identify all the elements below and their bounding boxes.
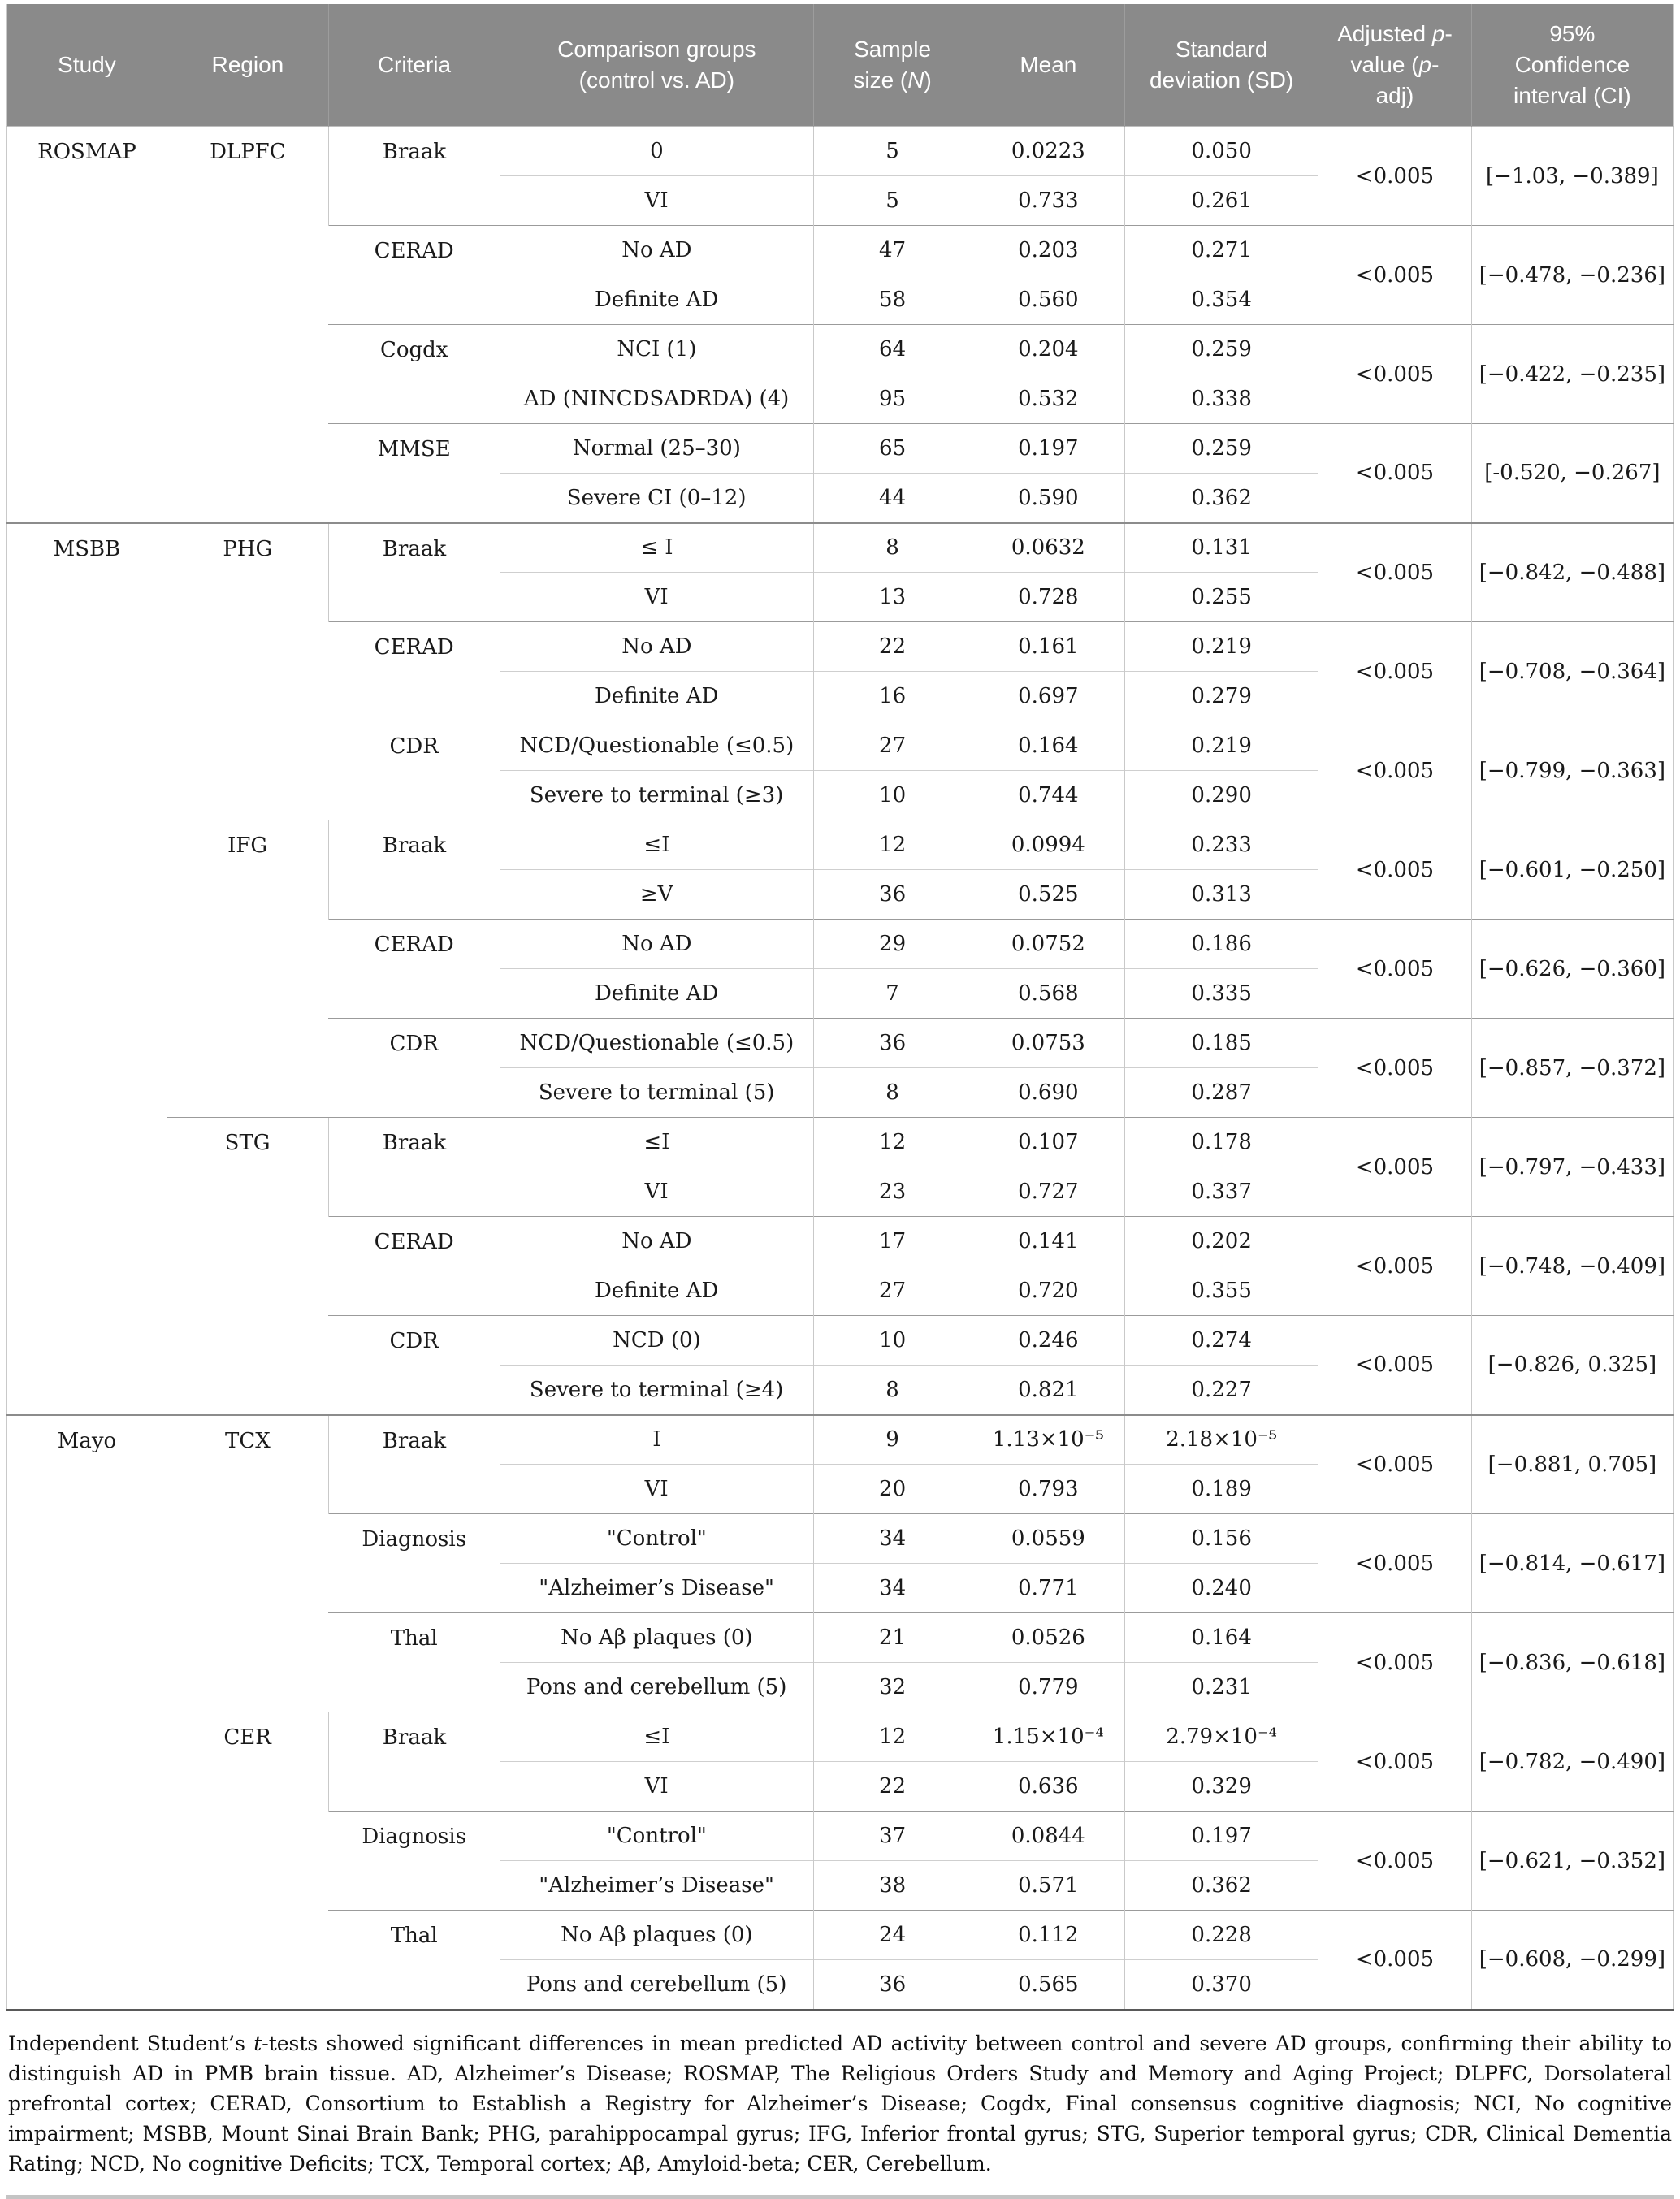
mean-cell: 0.720 — [972, 1266, 1125, 1316]
comparison-group-cell: "Alzheimer’s Disease" — [500, 1861, 814, 1911]
p-value-cell: <0.005 — [1318, 1415, 1472, 1514]
p-value-cell: <0.005 — [1318, 1613, 1472, 1712]
sample-size-cell: 37 — [813, 1812, 972, 1861]
comparison-group-cell: Pons and cerebellum (5) — [500, 1663, 814, 1712]
comparison-group-cell: NCD/Questionable (≤0.5) — [500, 1019, 814, 1068]
col-header-study: Study — [7, 4, 167, 127]
mean-cell: 0.690 — [972, 1068, 1125, 1118]
p-value-cell: <0.005 — [1318, 127, 1472, 226]
comparison-group-cell: ≤I — [500, 1118, 814, 1167]
criteria-cell: Braak — [328, 820, 500, 920]
p-value-cell: <0.005 — [1318, 1911, 1472, 2010]
sample-size-cell: 12 — [813, 1712, 972, 1762]
sd-cell: 0.228 — [1125, 1911, 1318, 1960]
sample-size-cell: 27 — [813, 1266, 972, 1316]
sample-size-cell: 95 — [813, 374, 972, 424]
ci-cell: [−0.797, −0.433] — [1471, 1118, 1673, 1217]
sample-size-cell: 47 — [813, 226, 972, 275]
criteria-cell: CDR — [328, 1316, 500, 1415]
sd-cell: 0.271 — [1125, 226, 1318, 275]
sample-size-cell: 65 — [813, 424, 972, 474]
sd-cell: 0.313 — [1125, 870, 1318, 920]
comparison-group-cell: AD (NINCDSADRDA) (4) — [500, 374, 814, 424]
sd-cell: 0.355 — [1125, 1266, 1318, 1316]
sample-size-cell: 23 — [813, 1167, 972, 1217]
ci-cell: [-0.520, −0.267] — [1471, 424, 1673, 523]
sample-size-cell: 36 — [813, 870, 972, 920]
sample-size-cell: 29 — [813, 920, 972, 969]
col-header-ci: 95% Confidence interval (CI) — [1471, 4, 1673, 127]
p-value-cell: <0.005 — [1318, 920, 1472, 1019]
comparison-group-cell: Definite AD — [500, 969, 814, 1019]
table-body — [7, 127, 1674, 2010]
sd-cell: 0.185 — [1125, 1019, 1318, 1068]
sd-cell: 0.329 — [1125, 1762, 1318, 1812]
ci-cell: [−0.799, −0.363] — [1471, 721, 1673, 820]
criteria-cell: CDR — [328, 1019, 500, 1118]
study-cell: MSBB — [7, 523, 167, 1415]
sample-size-cell: 34 — [813, 1514, 972, 1564]
mean-cell: 0.532 — [972, 374, 1125, 424]
padj-label-part: -value ( — [1350, 21, 1453, 77]
study-cell: Mayo — [7, 1415, 167, 2010]
sample-size-cell: 38 — [813, 1861, 972, 1911]
sample-size-cell: 12 — [813, 820, 972, 870]
criteria-cell: Braak — [328, 523, 500, 622]
mean-cell: 0.203 — [972, 226, 1125, 275]
sd-cell: 0.164 — [1125, 1613, 1318, 1663]
comparison-group-cell: ≥V — [500, 870, 814, 920]
sample-size-label-prefix: Sample size ( — [853, 37, 932, 93]
ci-cell: [−0.608, −0.299] — [1471, 1911, 1673, 2010]
mean-cell: 0.161 — [972, 622, 1125, 672]
p-value-cell: <0.005 — [1318, 523, 1472, 622]
comparison-group-cell: VI — [500, 1167, 814, 1217]
padj-label-part: -adj) — [1375, 52, 1440, 108]
sample-size-cell: 22 — [813, 622, 972, 672]
p-value-cell: <0.005 — [1318, 1316, 1472, 1415]
mean-cell: 0.204 — [972, 325, 1125, 374]
sample-size-cell: 16 — [813, 672, 972, 721]
criteria-cell: Thal — [328, 1613, 500, 1712]
sd-cell: 0.197 — [1125, 1812, 1318, 1861]
criteria-cell: Braak — [328, 1415, 500, 1514]
criteria-cell: Cogdx — [328, 325, 500, 424]
comparison-group-cell: I — [500, 1415, 814, 1465]
p-value-cell: <0.005 — [1318, 325, 1472, 424]
sd-cell: 0.178 — [1125, 1118, 1318, 1167]
ci-cell: [−0.836, −0.618] — [1471, 1613, 1673, 1712]
sample-size-cell: 36 — [813, 1960, 972, 2010]
p-value-cell: <0.005 — [1318, 1217, 1472, 1316]
sd-cell: 2.18×10⁻⁵ — [1125, 1415, 1318, 1465]
sample-size-cell: 9 — [813, 1415, 972, 1465]
sd-cell: 0.290 — [1125, 771, 1318, 820]
mean-cell: 0.0994 — [972, 820, 1125, 870]
criteria-cell: CERAD — [328, 1217, 500, 1316]
comparison-group-cell: VI — [500, 573, 814, 622]
sample-size-cell: 7 — [813, 969, 972, 1019]
criteria-cell: Thal — [328, 1911, 500, 2010]
region-cell: IFG — [167, 820, 328, 1118]
comparison-group-cell: VI — [500, 1465, 814, 1514]
results-table — [6, 4, 1674, 2011]
ci-cell: [−0.842, −0.488] — [1471, 523, 1673, 622]
comparison-group-cell: NCD (0) — [500, 1316, 814, 1366]
comparison-group-cell: No AD — [500, 920, 814, 969]
comparison-group-cell: Pons and cerebellum (5) — [500, 1960, 814, 2010]
region-cell: PHG — [167, 523, 328, 820]
mean-cell: 0.0753 — [972, 1019, 1125, 1068]
sample-size-cell: 27 — [813, 721, 972, 771]
comparison-group-cell: Severe to terminal (≥4) — [500, 1366, 814, 1415]
sd-cell: 0.362 — [1125, 474, 1318, 523]
ci-cell: [−1.03, −0.389] — [1471, 127, 1673, 226]
col-header-comparison-groups: Comparison groups (control vs. AD) — [500, 4, 814, 127]
study-cell: ROSMAP — [7, 127, 167, 523]
sample-size-cell: 8 — [813, 1068, 972, 1118]
comparison-group-cell: ≤I — [500, 1712, 814, 1762]
sample-size-cell: 34 — [813, 1564, 972, 1613]
sd-cell: 0.354 — [1125, 275, 1318, 325]
p-value-cell: <0.005 — [1318, 424, 1472, 523]
mean-cell: 0.141 — [972, 1217, 1125, 1266]
sd-cell: 0.219 — [1125, 622, 1318, 672]
table-row — [7, 523, 1674, 573]
mean-cell: 0.727 — [972, 1167, 1125, 1217]
comparison-group-cell: Normal (25–30) — [500, 424, 814, 474]
mean-cell: 0.697 — [972, 672, 1125, 721]
region-cell: DLPFC — [167, 127, 328, 523]
mean-cell: 0.590 — [972, 474, 1125, 523]
mean-cell: 0.197 — [972, 424, 1125, 474]
comparison-group-cell: "Alzheimer’s Disease" — [500, 1564, 814, 1613]
ci-cell: [−0.782, −0.490] — [1471, 1712, 1673, 1812]
mean-cell: 0.0526 — [972, 1613, 1125, 1663]
mean-cell: 0.0844 — [972, 1812, 1125, 1861]
sd-cell: 0.186 — [1125, 920, 1318, 969]
criteria-cell: Diagnosis — [328, 1514, 500, 1613]
sample-size-cell: 32 — [813, 1663, 972, 1712]
sd-cell: 0.131 — [1125, 523, 1318, 573]
comparison-group-cell: ≤ I — [500, 523, 814, 573]
sample-size-label-suffix: ) — [924, 67, 932, 93]
mean-cell: 0.560 — [972, 275, 1125, 325]
criteria-cell: CERAD — [328, 622, 500, 721]
sample-size-cell: 10 — [813, 1316, 972, 1366]
mean-cell: 1.13×10⁻⁵ — [972, 1415, 1125, 1465]
sample-size-cell: 36 — [813, 1019, 972, 1068]
sd-cell: 0.227 — [1125, 1366, 1318, 1415]
criteria-cell: CDR — [328, 721, 500, 820]
sd-cell: 0.259 — [1125, 325, 1318, 374]
col-header-sd: Standard deviation (SD) — [1125, 4, 1318, 127]
comparison-group-cell: NCD/Questionable (≤0.5) — [500, 721, 814, 771]
sd-cell: 0.279 — [1125, 672, 1318, 721]
ci-cell: [−0.621, −0.352] — [1471, 1812, 1673, 1911]
ci-cell: [−0.857, −0.372] — [1471, 1019, 1673, 1118]
sd-cell: 0.255 — [1125, 573, 1318, 622]
criteria-cell: MMSE — [328, 424, 500, 523]
ci-cell: [−0.814, −0.617] — [1471, 1514, 1673, 1613]
sample-size-cell: 12 — [813, 1118, 972, 1167]
sample-size-cell: 44 — [813, 474, 972, 523]
comparison-group-cell: VI — [500, 176, 814, 226]
comparison-group-cell: "Control" — [500, 1514, 814, 1564]
mean-cell: 0.728 — [972, 573, 1125, 622]
sd-cell: 0.156 — [1125, 1514, 1318, 1564]
mean-cell: 0.0632 — [972, 523, 1125, 573]
sample-size-cell: 8 — [813, 523, 972, 573]
p-value-cell: <0.005 — [1318, 622, 1472, 721]
mean-cell: 0.246 — [972, 1316, 1125, 1366]
ci-cell: [−0.626, −0.360] — [1471, 920, 1673, 1019]
mean-cell: 0.821 — [972, 1366, 1125, 1415]
comparison-group-cell: No Aβ plaques (0) — [500, 1911, 814, 1960]
sample-size-label-n: N — [907, 67, 924, 93]
comparison-group-cell: Severe CI (0–12) — [500, 474, 814, 523]
comparison-group-cell: VI — [500, 1762, 814, 1812]
sd-cell: 0.335 — [1125, 969, 1318, 1019]
criteria-cell: Braak — [328, 127, 500, 226]
sample-size-cell: 20 — [813, 1465, 972, 1514]
criteria-cell: Braak — [328, 1118, 500, 1217]
comparison-group-cell: No AD — [500, 622, 814, 672]
sd-cell: 0.261 — [1125, 176, 1318, 226]
sd-cell: 0.189 — [1125, 1465, 1318, 1514]
ci-cell: [−0.881, 0.705] — [1471, 1415, 1673, 1514]
comparison-group-cell: 0 — [500, 127, 814, 176]
comparison-group-cell: NCI (1) — [500, 325, 814, 374]
table-row — [7, 820, 1674, 870]
table-row — [7, 1415, 1674, 1465]
sd-cell: 0.337 — [1125, 1167, 1318, 1217]
sample-size-cell: 22 — [813, 1762, 972, 1812]
comparison-group-cell: Definite AD — [500, 1266, 814, 1316]
criteria-cell: CERAD — [328, 920, 500, 1019]
sample-size-cell: 5 — [813, 127, 972, 176]
sd-cell: 0.338 — [1125, 374, 1318, 424]
sample-size-cell: 64 — [813, 325, 972, 374]
padj-label-p1: p — [1431, 21, 1445, 46]
comparison-group-cell: "Control" — [500, 1812, 814, 1861]
region-cell: TCX — [167, 1415, 328, 1712]
mean-cell: 0.164 — [972, 721, 1125, 771]
sd-cell: 0.240 — [1125, 1564, 1318, 1613]
p-value-cell: <0.005 — [1318, 721, 1472, 820]
mean-cell: 0.565 — [972, 1960, 1125, 2010]
ci-cell: [−0.826, 0.325] — [1471, 1316, 1673, 1415]
criteria-cell: CERAD — [328, 226, 500, 325]
mean-cell: 0.107 — [972, 1118, 1125, 1167]
mean-cell: 0.733 — [972, 176, 1125, 226]
mean-cell: 0.571 — [972, 1861, 1125, 1911]
comparison-group-cell: Severe to terminal (5) — [500, 1068, 814, 1118]
mean-cell: 0.771 — [972, 1564, 1125, 1613]
sd-cell: 0.370 — [1125, 1960, 1318, 2010]
footnote — [8, 2028, 1672, 2179]
sample-size-cell: 8 — [813, 1366, 972, 1415]
padj-label-part: Adjusted — [1337, 21, 1432, 46]
sd-cell: 0.362 — [1125, 1861, 1318, 1911]
comparison-group-cell: Definite AD — [500, 275, 814, 325]
sd-cell: 0.219 — [1125, 721, 1318, 771]
mean-cell: 0.525 — [972, 870, 1125, 920]
comparison-group-cell: No AD — [500, 226, 814, 275]
footnote-italic-t: t — [253, 2031, 262, 2055]
mean-cell: 0.793 — [972, 1465, 1125, 1514]
region-cell: CER — [167, 1712, 328, 2010]
mean-cell: 0.0752 — [972, 920, 1125, 969]
sd-cell: 2.79×10⁻⁴ — [1125, 1712, 1318, 1762]
header-row — [7, 4, 1674, 127]
mean-cell: 1.15×10⁻⁴ — [972, 1712, 1125, 1762]
sd-cell: 0.231 — [1125, 1663, 1318, 1712]
ci-cell: [−0.708, −0.364] — [1471, 622, 1673, 721]
ci-cell: [−0.478, −0.236] — [1471, 226, 1673, 325]
table-row — [7, 1712, 1674, 1762]
comparison-group-cell: No AD — [500, 1217, 814, 1266]
p-value-cell: <0.005 — [1318, 820, 1472, 920]
sample-size-cell: 10 — [813, 771, 972, 820]
comparison-group-cell: Definite AD — [500, 672, 814, 721]
sd-cell: 0.233 — [1125, 820, 1318, 870]
table-header — [7, 4, 1674, 127]
sd-cell: 0.287 — [1125, 1068, 1318, 1118]
col-header-sample-size — [813, 4, 972, 127]
mean-cell: 0.0559 — [972, 1514, 1125, 1564]
col-header-criteria: Criteria — [328, 4, 500, 127]
criteria-cell: Diagnosis — [328, 1812, 500, 1911]
mean-cell: 0.568 — [972, 969, 1125, 1019]
ci-cell: [−0.601, −0.250] — [1471, 820, 1673, 920]
sample-size-cell: 17 — [813, 1217, 972, 1266]
sample-size-cell: 13 — [813, 573, 972, 622]
comparison-group-cell: Severe to terminal (≥3) — [500, 771, 814, 820]
p-value-cell: <0.005 — [1318, 1019, 1472, 1118]
padj-label-p2: p — [1418, 52, 1432, 77]
ci-cell: [−0.748, −0.409] — [1471, 1217, 1673, 1316]
p-value-cell: <0.005 — [1318, 226, 1472, 325]
sd-cell: 0.050 — [1125, 127, 1318, 176]
mean-cell: 0.0223 — [972, 127, 1125, 176]
bottom-divider — [6, 2195, 1674, 2199]
mean-cell: 0.112 — [972, 1911, 1125, 1960]
sample-size-cell: 5 — [813, 176, 972, 226]
col-header-mean: Mean — [972, 4, 1125, 127]
sample-size-cell: 58 — [813, 275, 972, 325]
col-header-region: Region — [167, 4, 328, 127]
p-value-cell: <0.005 — [1318, 1514, 1472, 1613]
region-cell: STG — [167, 1118, 328, 1415]
table-row — [7, 1118, 1674, 1167]
comparison-group-cell: ≤I — [500, 820, 814, 870]
p-value-cell: <0.005 — [1318, 1812, 1472, 1911]
p-value-cell: <0.005 — [1318, 1712, 1472, 1812]
ci-cell: [−0.422, −0.235] — [1471, 325, 1673, 424]
sample-size-cell: 24 — [813, 1911, 972, 1960]
mean-cell: 0.779 — [972, 1663, 1125, 1712]
mean-cell: 0.636 — [972, 1762, 1125, 1812]
sd-cell: 0.202 — [1125, 1217, 1318, 1266]
mean-cell: 0.744 — [972, 771, 1125, 820]
footnote-text: Independent Student’s — [8, 2031, 254, 2055]
col-header-p-adj — [1318, 4, 1472, 127]
p-value-cell: <0.005 — [1318, 1118, 1472, 1217]
sample-size-cell: 21 — [813, 1613, 972, 1663]
comparison-group-cell: No Aβ plaques (0) — [500, 1613, 814, 1663]
criteria-cell: Braak — [328, 1712, 500, 1812]
sd-cell: 0.259 — [1125, 424, 1318, 474]
sd-cell: 0.274 — [1125, 1316, 1318, 1366]
table-row — [7, 127, 1674, 176]
footnote-text: -tests showed significant differences in mean predicted AD activity between control and severe AD groups, confirming their ability to distinguish AD in PMB brain tissue. AD, Alzheimer’s Disease; ROSMAP, The Religious Orders Study and Memory and Aging Project; DLPFC, Dorsolateral prefrontal cortex; CERAD, Consortium to Establish a Registry for Alzheimer’s Disease; Cogdx, Final consensus cognitive diagnosis; NCI, No cognitive impairment; MSBB, Mount Sinai Brain Bank; PHG, parahippocampal gyrus; IFG, Inferior frontal gyrus; STG, Superior temporal gyrus; CDR, Clinical Dementia Rating; NCD, No cognitive Deficits; TCX, Temporal cortex; Aβ, Amyloid-beta; CER, Cerebellum. — [8, 2031, 1673, 2175]
